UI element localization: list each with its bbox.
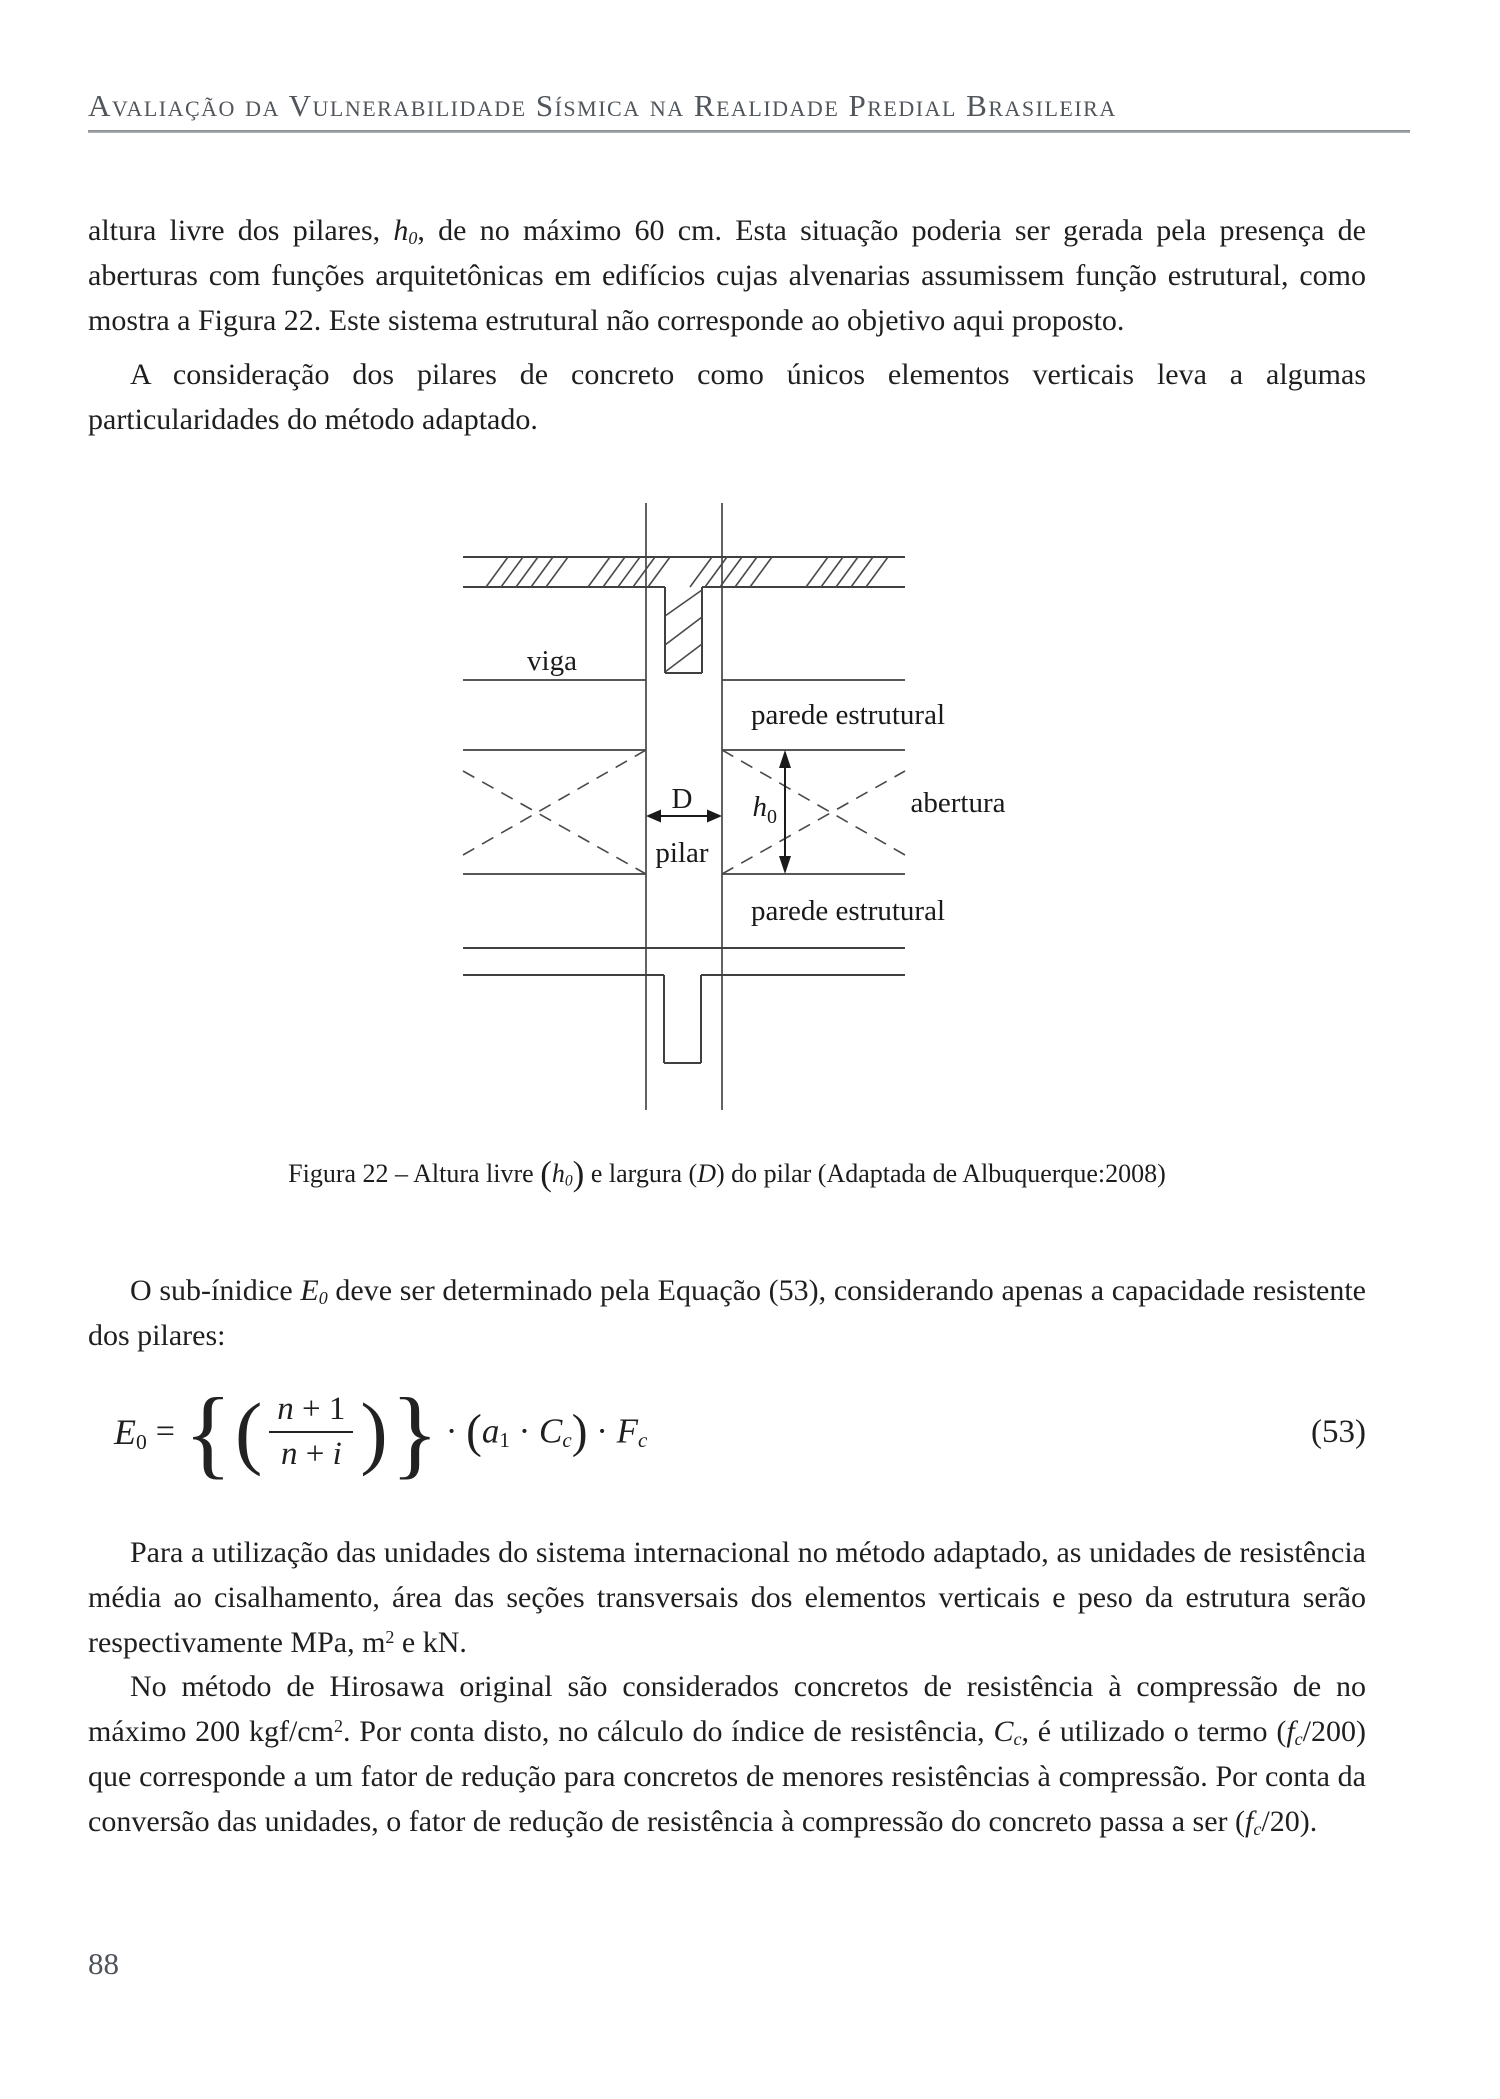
paragraph-4: Para a utilização das unidades do sistema internacional no método adaptado, as unidades de resistência média ao cisalhamento, área das seções transversais dos elementos verticais e peso da estrutura serão respectivamente MPa, $m^2$ e kN. — [88, 1536, 1366, 1659]
running-header: Avaliação da Vulnerabilidade Sísmica na Realidade Predial Brasileira — [88, 88, 1117, 123]
h0-dimension-arrow — [779, 750, 791, 874]
fraction-bar — [269, 1431, 353, 1434]
viga-stub-hatching — [665, 590, 702, 672]
slab-hatching — [486, 557, 888, 587]
equation-body — [114, 1376, 648, 1488]
page-number: 88 — [88, 1946, 119, 1981]
label-pilar: pilar — [655, 837, 709, 869]
paragraph-1: altura livre dos pilares, $h_0$, de no máximo 60 cm. Esta situação poderia ser gerada pela presença de aberturas com funções arquitetônicas em edifícios cujas alvenarias assumissem função estrutural, como mostra a Figura 22. Este sistema estrutural não corresponde ao objetivo aqui proposto. — [88, 214, 1366, 337]
figure-22-diagram — [440, 494, 1020, 1119]
open-brace: { — [183, 1376, 232, 1488]
fraction-denominator: n + i — [280, 1436, 342, 1473]
paragraph-2: A consideração dos pilares de concreto como únicos elementos verticais leva a algumas particularidades do método adaptado. — [88, 358, 1366, 436]
bottom-slab — [463, 948, 905, 975]
equation-53 — [88, 1376, 1366, 1488]
paragraph-3: O sub-ínidice $E_0$ deve ser determinado pela Equação (53), considerando apenas a capacidade resistente dos pilares: — [88, 1274, 1367, 1352]
open-paren: ( — [234, 1386, 263, 1478]
label-viga: viga — [527, 645, 577, 677]
equation-lhs: $E_0$ — [114, 1412, 147, 1454]
label-parede-estrutural-bottom: parede estrutural — [750, 895, 946, 927]
bottom-beam-notch — [664, 975, 701, 1063]
label-parede-estrutural-top: parede estrutural — [750, 699, 946, 731]
label-abertura: abertura — [910, 787, 1006, 819]
figure-caption: Figura 22 – Altura livre $(h_0)$ e largura (D) do pilar (Adaptada de Albuquerque:2008) — [288, 1154, 1166, 1193]
header-rule — [88, 130, 1410, 133]
close-paren: ) — [360, 1386, 388, 1478]
paragraph-5: No método de Hirosawa original são considerados concretos de resistência à compressão de no máximo 200 kgf/$cm^2$. Por conta disto, no cálculo do índice de resistência, $C_c$, é utilizado o termo $(f_c/200)$ que corresponde a um fator de redução para concretos de menores resistências à compressão. Por conta da conversão das unidades, o fator de redução de resistência à compressão do concreto passa a ser $(f_c/20)$. — [88, 1670, 1366, 1839]
equals-sign: = — [155, 1413, 175, 1450]
fraction-numerator: n + 1 — [277, 1390, 346, 1427]
label-d-width: D — [671, 783, 693, 815]
close-brace: } — [390, 1376, 439, 1488]
fraction — [265, 1391, 357, 1474]
equation-rhs: · $(a_1 \cdot C_c) \cdot F_c$ — [445, 1406, 648, 1458]
label-h0: $h_0$ — [752, 791, 777, 828]
equation-number: (53) — [1311, 1413, 1366, 1450]
